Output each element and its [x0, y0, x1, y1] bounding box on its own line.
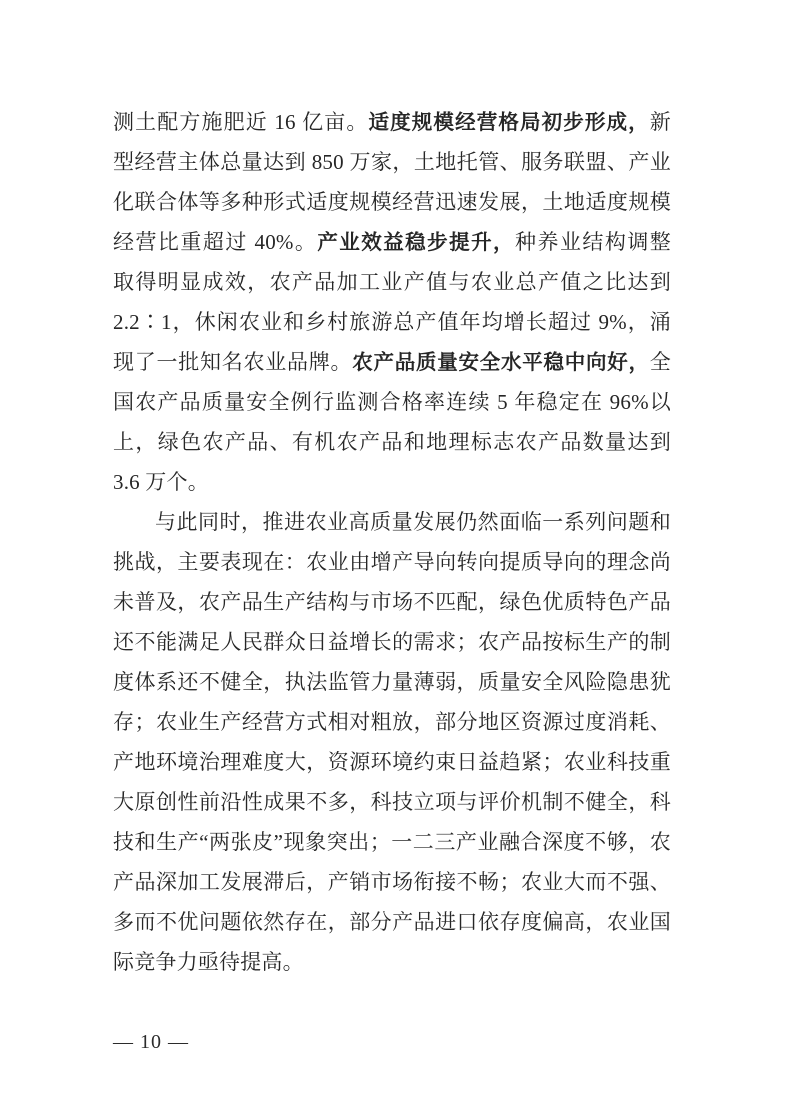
bold-text-run: 产业效益稳步提升，: [317, 231, 516, 254]
text-line: [113, 742, 671, 782]
text-line: [113, 822, 671, 862]
text-run: 存；农业生产经营方式相对粗放，部分地区资源过度消耗、: [113, 710, 671, 734]
text-run: 现了一批知名农业品牌。: [113, 350, 353, 374]
text-line: [113, 622, 671, 662]
text-run: 技和生产“两张皮”现象突出；一二三产业融合深度不够，农: [113, 830, 671, 854]
text-run: 国农产品质量安全例行监测合格率连续 5 年稳定在 96%以: [113, 390, 671, 414]
text-line: [113, 142, 671, 182]
text-line: [113, 102, 671, 142]
text-run: 新: [649, 110, 671, 134]
text-run: 与此同时，推进农业高质量发展仍然面临一系列问题和: [155, 510, 671, 534]
bold-text-run: 农产品质量安全水平稳中向好，: [352, 351, 650, 374]
text-run: 3.6 万个。: [113, 470, 209, 494]
text-line: [113, 222, 671, 262]
text-run: 产地环境治理难度大，资源环境约束日益趋紧；农业科技重: [113, 750, 671, 774]
text-line: [113, 502, 671, 542]
text-run: 取得明显成效，农产品加工业产值与农业总产值之比达到: [113, 270, 671, 294]
text-run: 种养业结构调整: [515, 230, 671, 254]
text-line: [113, 342, 671, 382]
text-run: 化联合体等多种形式适度规模经营迅速发展，土地适度规模: [113, 190, 671, 214]
text-run: 度体系还不健全，执法监管力量薄弱，质量安全风险隐患犹: [113, 670, 671, 694]
text-run: 型经营主体总量达到 850 万家，土地托管、服务联盟、产业: [113, 150, 671, 174]
text-run: 挑战，主要表现在：农业由增产导向转向提质导向的理念尚: [113, 550, 671, 574]
text-line: [113, 182, 671, 222]
text-run: 全: [649, 350, 671, 374]
text-run: 多而不优问题依然存在，部分产品进口依存度偏高，农业国: [113, 910, 671, 934]
paragraph: [113, 502, 671, 982]
text-line: [113, 462, 671, 502]
text-run: 测土配方施肥近 16 亿亩。: [113, 110, 369, 134]
text-line: [113, 302, 671, 342]
text-line: [113, 782, 671, 822]
document-text-block: [113, 102, 671, 982]
text-run: 大原创性前沿性成果不多，科技立项与评价机制不健全，科: [113, 790, 671, 814]
text-run: 2.2∶1，休闲农业和乡村旅游总产值年均增长超过 9%，涌: [113, 310, 671, 334]
text-line: [113, 662, 671, 702]
text-run: 际竞争力亟待提高。: [113, 950, 304, 974]
text-line: [113, 542, 671, 582]
text-run: 上，绿色农产品、有机农产品和地理标志农产品数量达到: [113, 430, 671, 454]
text-run: 产品深加工发展滞后，产销市场衔接不畅；农业大而不强、: [113, 870, 671, 894]
text-run: 经营比重超过 40%。: [113, 230, 318, 254]
text-line: [113, 902, 671, 942]
paragraph: [113, 102, 671, 502]
text-line: [113, 702, 671, 742]
text-line: [113, 422, 671, 462]
text-line: [113, 262, 671, 302]
bold-text-run: 适度规模经营格局初步形成，: [368, 111, 650, 134]
footer-page-number: — 10 —: [113, 1031, 189, 1053]
text-line: [113, 582, 671, 622]
text-run: 还不能满足人民群众日益增长的需求；农产品按标生产的制: [113, 630, 671, 654]
text-line: [113, 862, 671, 902]
text-line: [113, 942, 671, 982]
text-line: [113, 382, 671, 422]
text-run: 未普及，农产品生产结构与市场不匹配，绿色优质特色产品: [113, 590, 671, 614]
